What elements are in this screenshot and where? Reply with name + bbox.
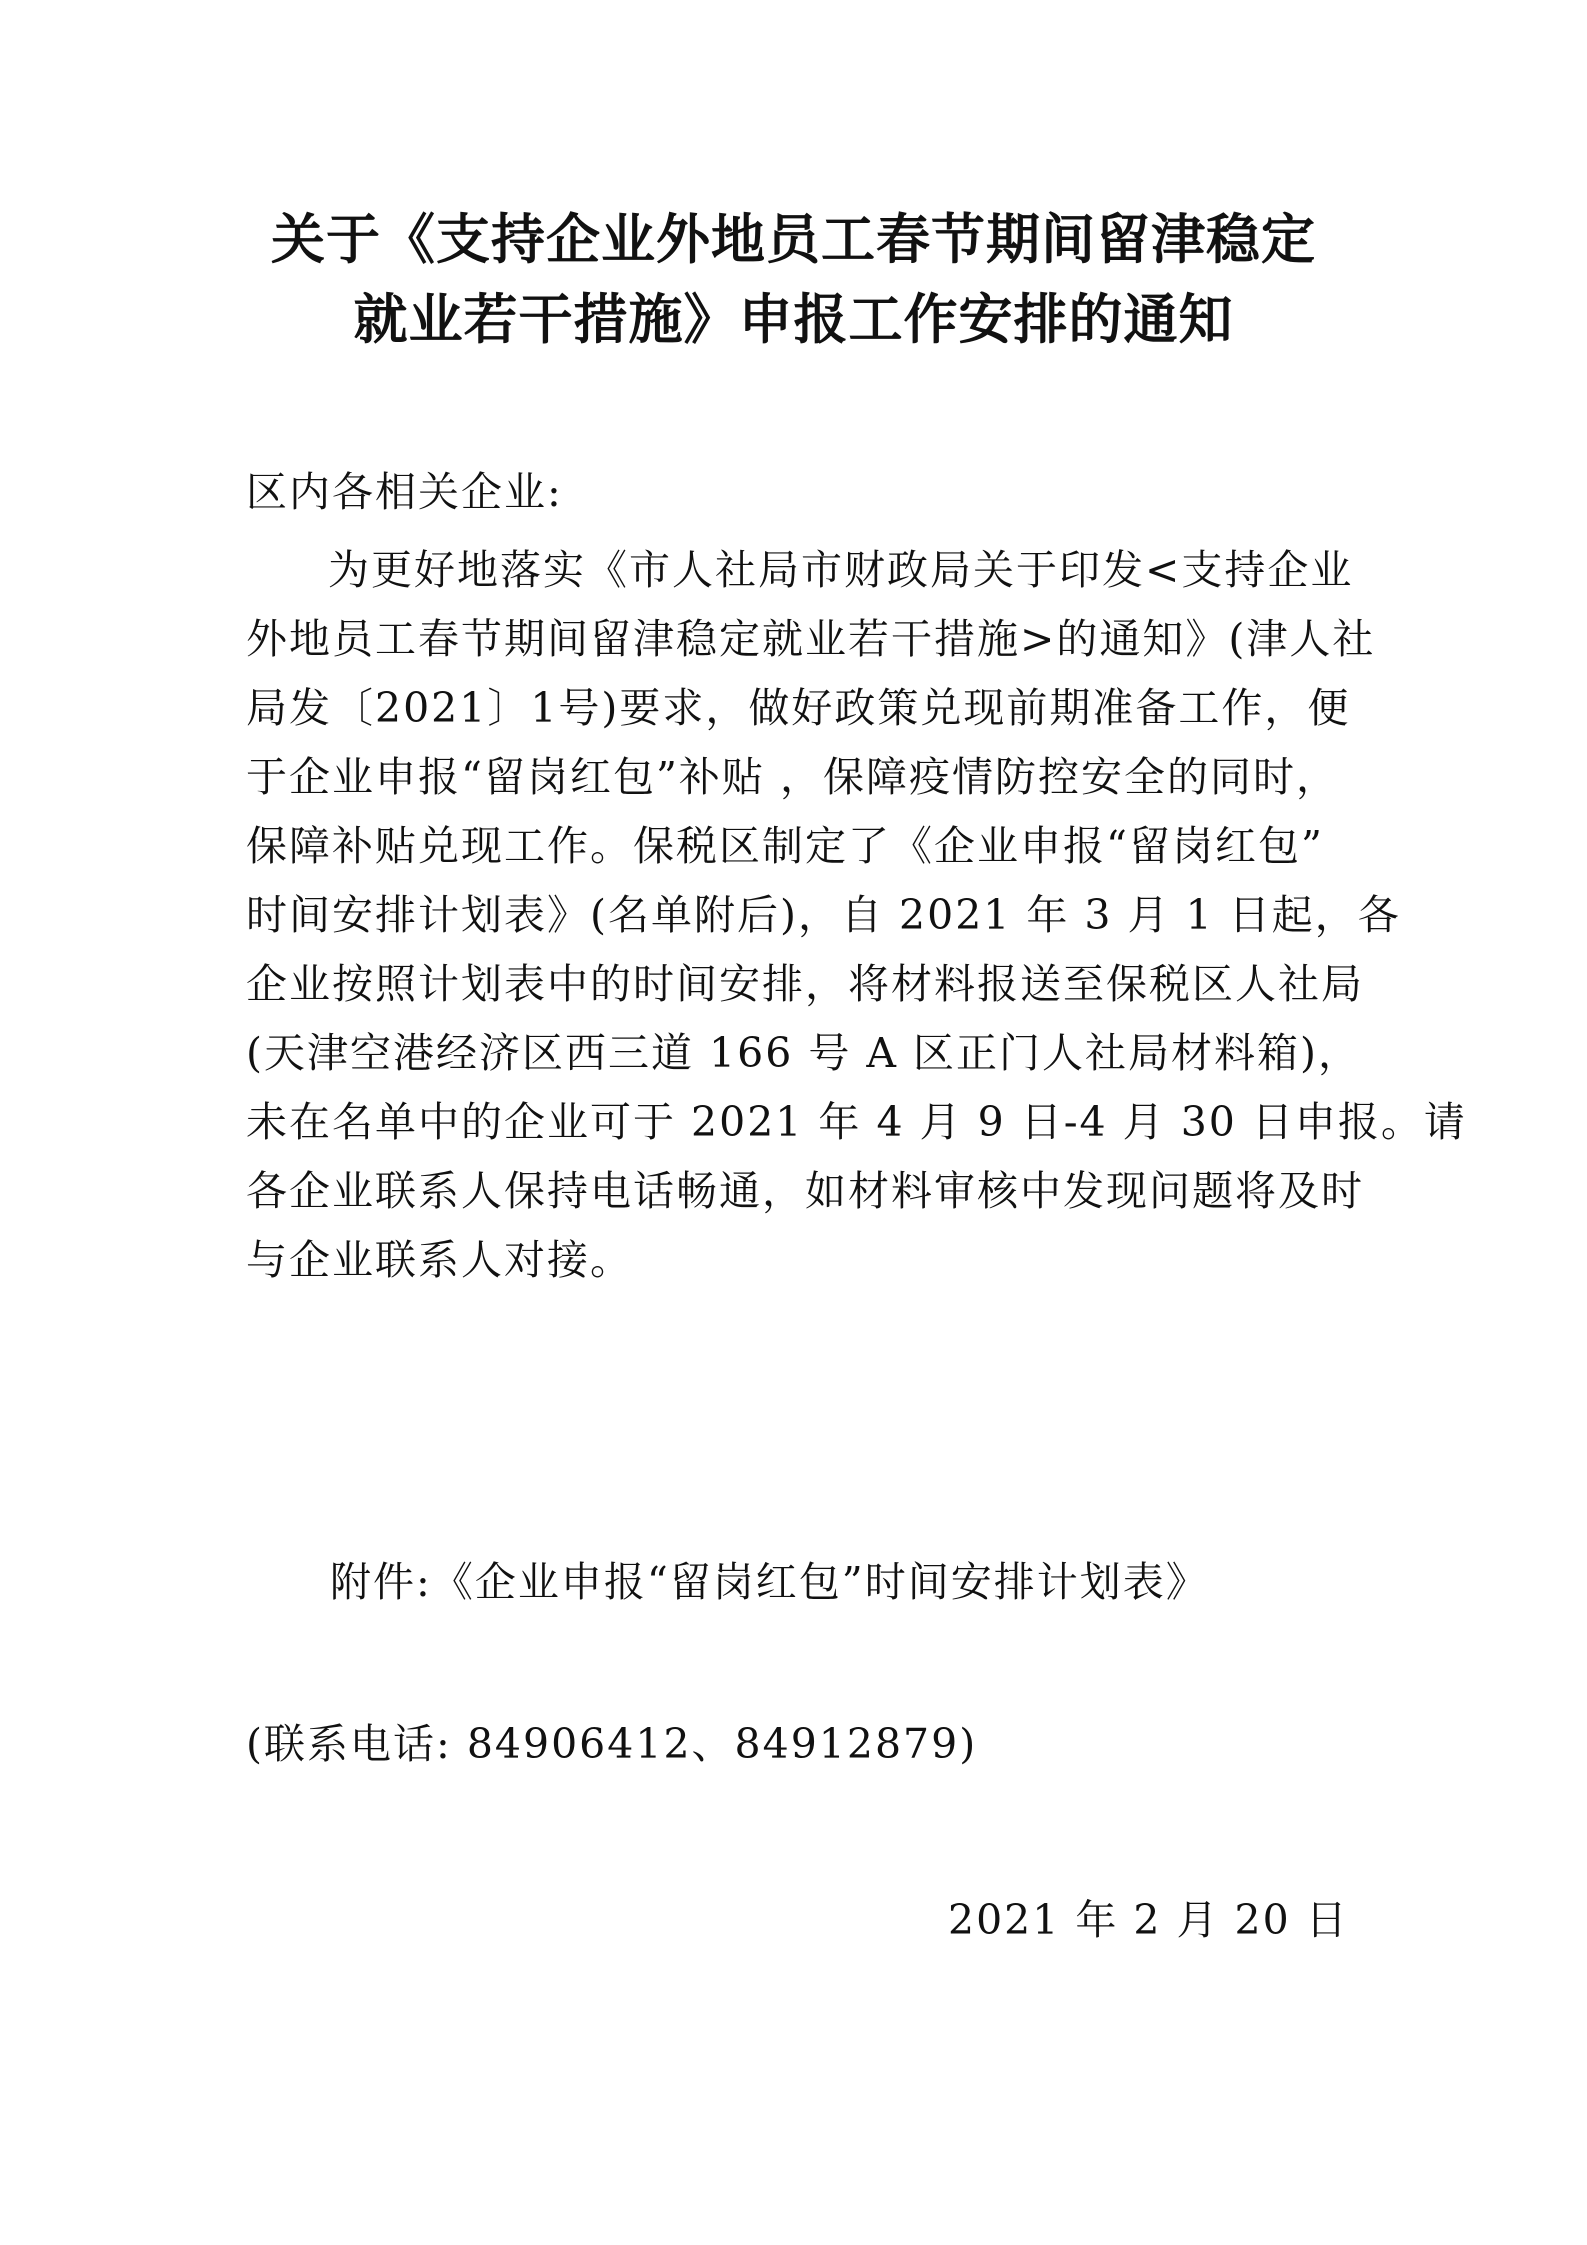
body-line: 时间安排计划表》(名单附后)，自 2021 年 3 月 1 日起，各: [246, 891, 1401, 939]
contact-phone: (联系电话: 84906412、84912879): [246, 1720, 978, 1768]
body-line: 各企业联系人保持电话畅通，如材料审核中发现问题将及时: [246, 1167, 1364, 1215]
document-title-line-1: 关于《支持企业外地员工春节期间留津稳定: [271, 208, 1316, 271]
body-line: 于企业申报“留岗红包”补贴 ，保障疫情防控安全的同时，: [246, 753, 1339, 801]
body-line: 企业按照计划表中的时间安排，将材料报送至保税区人社局: [246, 960, 1364, 1008]
attachment-note: 附件:《企业申报“留岗红包”时间安排计划表》: [330, 1558, 1209, 1606]
body-line: 保障补贴兑现工作。保税区制定了《企业申报“留岗红包”: [246, 822, 1324, 870]
salutation: 区内各相关企业:: [246, 468, 563, 516]
body-line: 外地员工春节期间留津稳定就业若干措施>的通知》(津人社: [246, 615, 1376, 663]
body-line: 未在名单中的企业可于 2021 年 4 月 9 日-4 月 30 日申报。请: [246, 1098, 1467, 1146]
body-line: 为更好地落实《市人社局市财政局关于印发<支持企业: [328, 546, 1354, 594]
document-title-line-2: 就业若干措施》申报工作安排的通知: [353, 288, 1234, 351]
body-line: (天津空港经济区西三道 166 号 A 区正门人社局材料箱)，: [246, 1029, 1361, 1077]
document-date: 2021 年 2 月 20 日: [948, 1896, 1349, 1944]
body-paragraph: [246, 536, 1467, 1295]
body-line: 与企业联系人对接。: [246, 1236, 633, 1284]
body-line: 局发〔2021〕1号)要求，做好政策兑现前期准备工作，便: [246, 684, 1351, 732]
